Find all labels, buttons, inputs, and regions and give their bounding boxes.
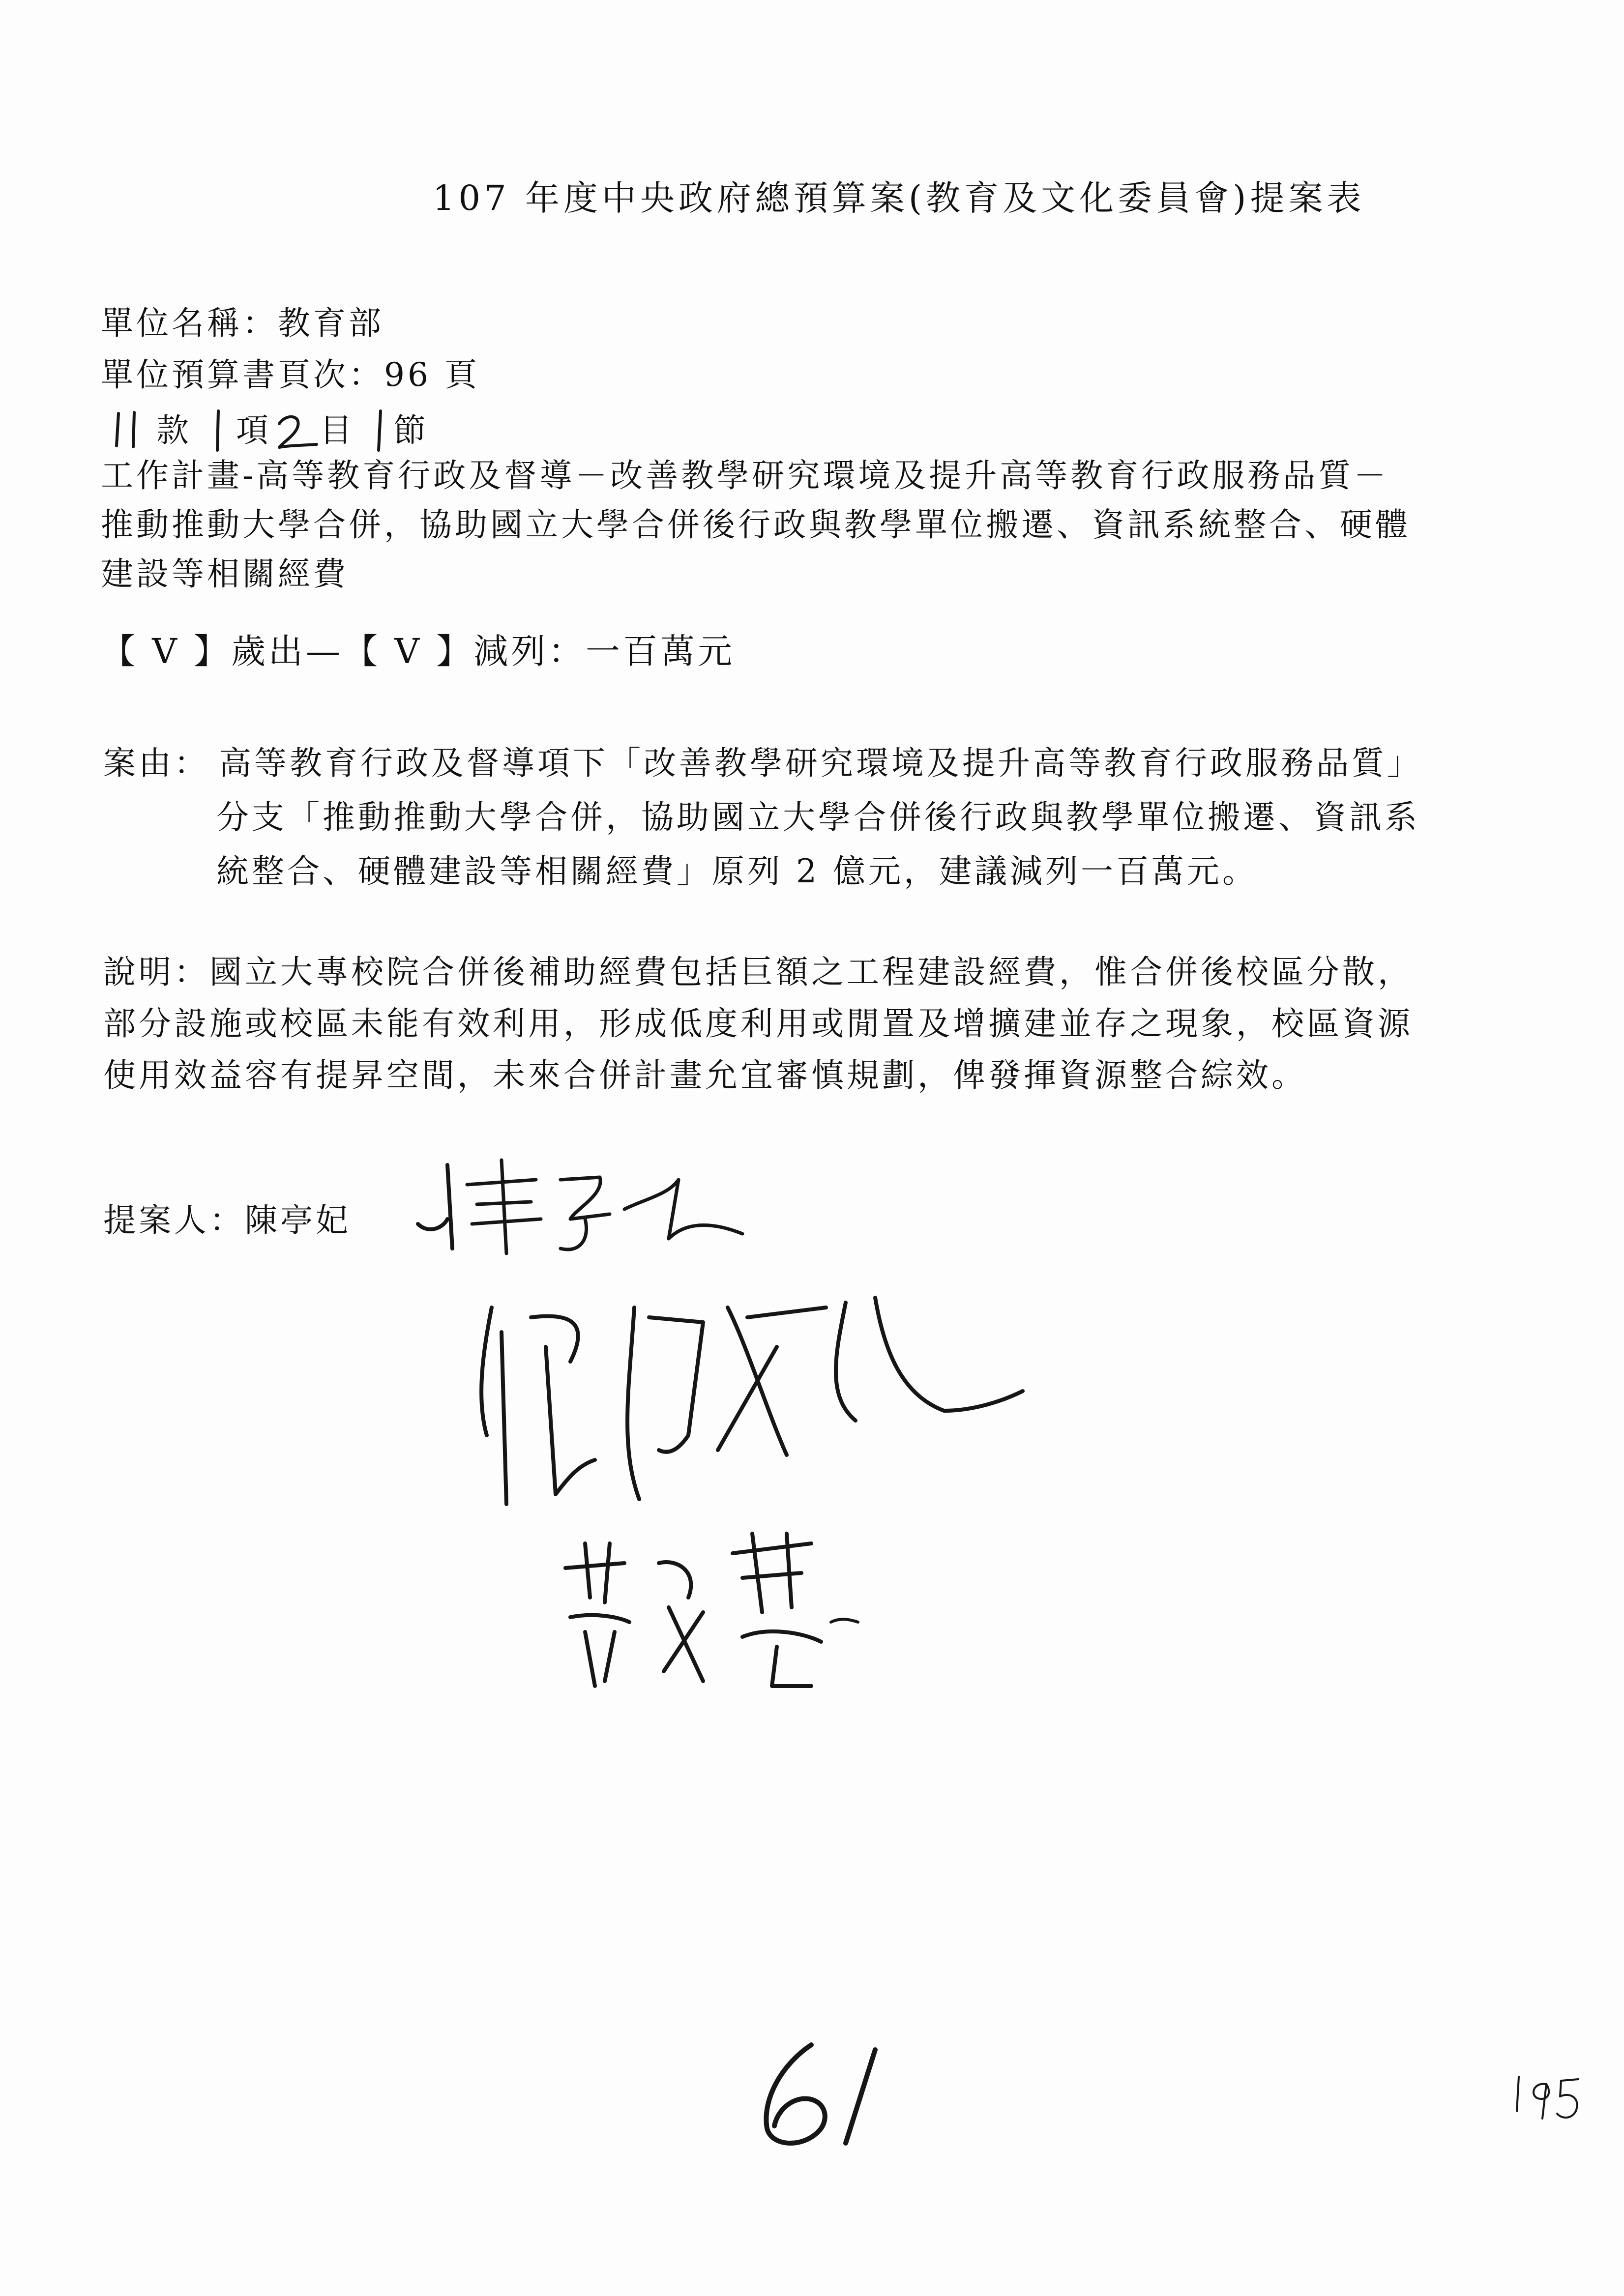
signature-1 xyxy=(413,1150,747,1263)
expenditure-checkbox: 【 V 】 xyxy=(101,631,232,671)
mu-handwritten-value xyxy=(275,412,320,451)
xiang-label: 項 xyxy=(236,411,271,449)
jie-label: 節 xyxy=(393,411,429,449)
reduction-label: 減列：一百萬元 xyxy=(473,631,736,671)
mu-label: 目 xyxy=(320,411,355,449)
budget-page: 單位預算書頁次：96 頁 xyxy=(101,356,480,394)
explanation-line-1: 說明：國立大專校院合併後補助經費包括巨額之工程建設經費，惟合併後校區分散， xyxy=(103,953,1413,991)
handwritten-page-number xyxy=(747,2040,895,2153)
work-plan-line-1: 工作計畫-高等教育行政及督導－改善教學研究環境及提升高等教育行政服務品質－ xyxy=(101,457,1389,494)
explanation-line-3: 使用效益容有提昇空間，未來合併計畫允宜審慎規劃，俾發揮資源整合綜效。 xyxy=(103,1056,1307,1094)
reason-label: 案由： xyxy=(103,744,209,782)
reason-line-2: 分支「推動推動大學合併，協助國立大學合併後行政與教學單位搬遷、資訊系 xyxy=(216,798,1420,836)
work-plan-line-2: 推動推動大學合併，協助國立大學合併後行政與教學單位搬遷、資訊系統整合、硬體 xyxy=(101,506,1411,544)
signature-2 xyxy=(472,1288,1028,1524)
reason-line-3: 統整合、硬體建設等相關經費」原列 2 億元，建議減列一百萬元。 xyxy=(216,852,1258,890)
jie-handwritten-value xyxy=(374,409,388,453)
xiang-handwritten-value xyxy=(212,409,227,453)
document-title: 107 年度中央政府總預算案(教育及文化委員會)提案表 xyxy=(433,178,1365,218)
action-line xyxy=(101,631,736,671)
signature-3 xyxy=(556,1524,860,1696)
kuan-label: 款 xyxy=(156,411,192,449)
unit-name: 單位名稱：教育部 xyxy=(101,304,384,342)
corner-page-number xyxy=(1512,2072,1586,2126)
explanation-line-2: 部分設施或校區未能有效利用，形成低度利用或閒置及增擴建並存之現象，校區資源 xyxy=(103,1005,1413,1043)
proposer: 提案人：陳亭妃 xyxy=(103,1201,351,1239)
reduction-checkbox: 【 V 】 xyxy=(343,631,474,671)
work-plan-line-3: 建設等相關經費 xyxy=(101,555,349,593)
kuan-handwritten-value xyxy=(111,410,145,450)
expenditure-label: 歲出— xyxy=(231,631,344,671)
reason-line-1: 高等教育行政及督導項下「改善教學研究環境及提升高等教育行政服務品質」 xyxy=(219,744,1422,782)
